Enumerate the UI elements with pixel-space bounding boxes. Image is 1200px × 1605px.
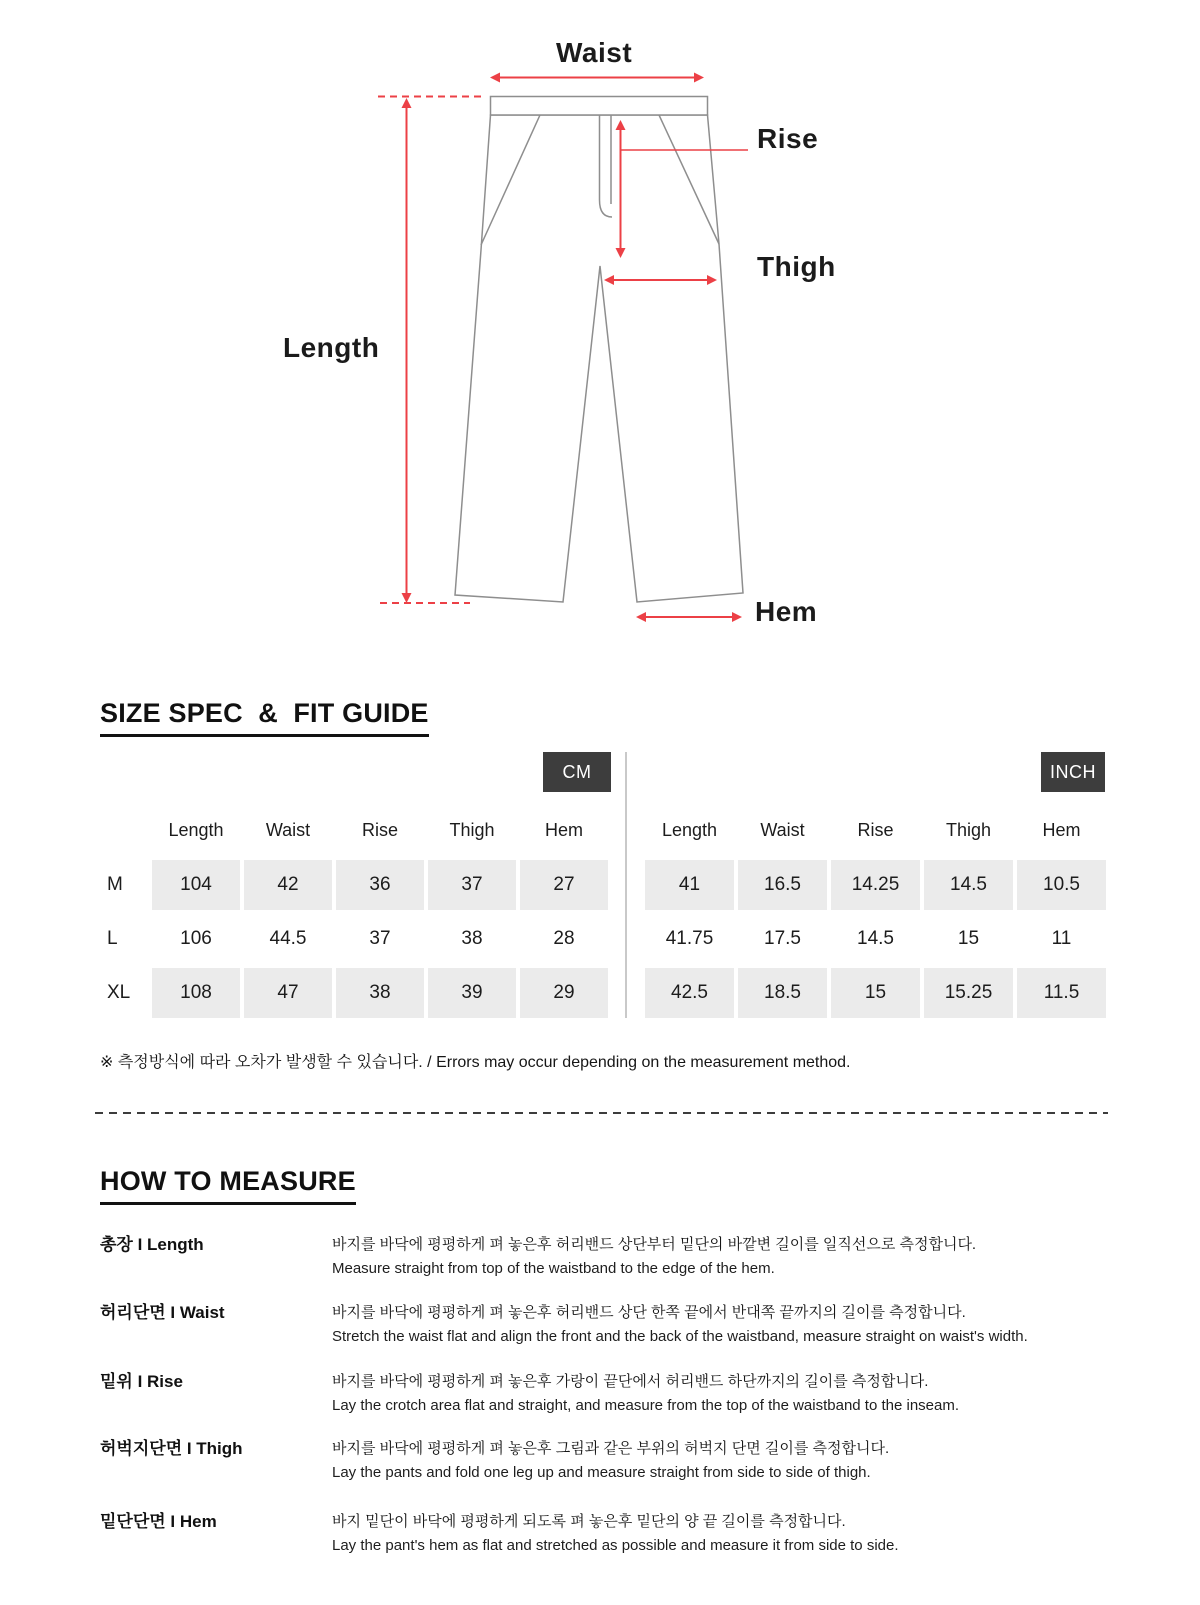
- inch-row-xl: [645, 968, 1106, 1018]
- measure-desc-kr: 바지를 바닥에 평평하게 펴 놓은후 그림과 같은 부위의 허벅지 단면 길이를 측정합니다.: [332, 1440, 890, 1457]
- inch-row-l: [645, 914, 1106, 964]
- measure-desc-en: Stretch the waist flat and align the front and the back of the waistband, measure straight on waist's width.: [332, 1328, 1028, 1345]
- measure-term: 밑위 I Rise: [100, 1372, 183, 1391]
- inch-col-thigh: Thigh: [945, 820, 992, 840]
- cm-l-waist: 44.5: [269, 928, 307, 949]
- cm-row-l: [152, 914, 608, 964]
- measure-description: [332, 1235, 1152, 1279]
- inch-unit-badge: INCH: [1041, 752, 1105, 792]
- cm-l-length: 106: [180, 928, 212, 949]
- measure-description: [332, 1303, 1152, 1347]
- inch-l-rise: 14.5: [857, 928, 894, 949]
- measure-desc-en: Measure straight from top of the waistband to the edge of the hem.: [332, 1260, 775, 1277]
- cm-xl-waist: 47: [244, 968, 332, 1018]
- pants-diagram-svg: [0, 0, 1200, 660]
- cm-m-waist: 42: [244, 860, 332, 910]
- size-spec-title: SIZE SPEC & FIT GUIDE: [100, 698, 429, 737]
- measure-term: 밑단단면 I Hem: [100, 1512, 217, 1531]
- cm-l-rise: 37: [369, 928, 391, 949]
- inch-col-waist: Waist: [760, 820, 805, 840]
- size-label-l: L: [107, 928, 118, 949]
- measure-desc-kr: 바지를 바닥에 평평하게 펴 놓은후 허리밴드 상단부터 밑단의 바깥변 길이를 일직선으로 측정합니다.: [332, 1236, 977, 1253]
- measure-desc-en: Lay the pants and fold one leg up and measure straight from side to side of thigh.: [332, 1464, 871, 1481]
- cm-col-rise: Rise: [361, 820, 398, 840]
- diagram-label-length: Length: [283, 332, 380, 363]
- cm-row-xl: [152, 968, 608, 1018]
- inch-l-waist: 17.5: [764, 928, 801, 949]
- measurement-error-note: ※ 측정방식에 따라 오차가 발생할 수 있습니다. / Errors may occur depending on the measurement method.: [100, 1054, 851, 1071]
- cm-l-thigh: 38: [461, 928, 483, 949]
- cm-col-waist: Waist: [265, 820, 311, 840]
- cm-table-header: [152, 820, 608, 840]
- cm-col-hem: Hem: [544, 820, 583, 840]
- inch-xl-thigh: 15.25: [924, 968, 1013, 1018]
- cm-m-length: 104: [152, 860, 240, 910]
- inch-xl-rise: 15: [831, 968, 920, 1018]
- cm-xl-length: 108: [152, 968, 240, 1018]
- inch-col-hem: Hem: [1042, 820, 1081, 840]
- inch-table-header: [645, 820, 1106, 840]
- measure-desc-en: Lay the pant's hem as flat and stretched as possible and measure it from side to side.: [332, 1537, 899, 1554]
- inch-m-thigh: 14.5: [924, 860, 1013, 910]
- inch-m-length: 41: [645, 860, 734, 910]
- inch-l-length: 41.75: [665, 928, 714, 949]
- measure-term: 총장 I Length: [100, 1235, 204, 1254]
- measure-description: [332, 1512, 1152, 1556]
- measure-term: 허벅지단면 I Thigh: [100, 1439, 243, 1458]
- measure-description: [332, 1439, 1152, 1483]
- inch-row-m: [645, 860, 1106, 910]
- section-dashed-divider: [95, 1112, 1108, 1114]
- inch-xl-hem: 11.5: [1017, 968, 1106, 1018]
- cm-m-hem: 27: [520, 860, 608, 910]
- pants-outline: [455, 97, 743, 603]
- cm-l-hem: 28: [553, 928, 575, 949]
- cm-col-length: Length: [168, 820, 224, 840]
- cm-col-thigh: Thigh: [449, 820, 495, 840]
- diagram-label-hem: Hem: [755, 596, 818, 627]
- inch-xl-waist: 18.5: [738, 968, 827, 1018]
- inch-m-rise: 14.25: [831, 860, 920, 910]
- diagram-label-thigh: Thigh: [757, 251, 836, 282]
- table-vertical-divider: [625, 752, 627, 1018]
- inch-m-waist: 16.5: [738, 860, 827, 910]
- cm-xl-thigh: 39: [428, 968, 516, 1018]
- diagram-label-rise: Rise: [757, 123, 819, 154]
- inch-col-length: Length: [661, 820, 718, 840]
- measure-desc-kr: 바지 밑단이 바닥에 평평하게 되도록 펴 놓은후 밑단의 양 끝 길이를 측정합니다.: [332, 1513, 846, 1530]
- cm-m-rise: 36: [336, 860, 424, 910]
- inch-xl-length: 42.5: [645, 968, 734, 1018]
- measure-desc-kr: 바지를 바닥에 평평하게 펴 놓은후 가랑이 끝단에서 허리밴드 하단까지의 길이를 측정합니다.: [332, 1373, 929, 1390]
- inch-l-hem: 11: [1051, 928, 1072, 949]
- inch-l-thigh: 15: [957, 928, 980, 949]
- cm-xl-hem: 29: [520, 968, 608, 1018]
- measure-description: [332, 1372, 1152, 1416]
- how-to-measure-title: HOW TO MEASURE: [100, 1166, 356, 1205]
- inch-col-rise: Rise: [857, 820, 894, 840]
- cm-row-m: [152, 860, 608, 910]
- cm-unit-badge: CM: [543, 752, 611, 792]
- diagram-label-waist: Waist: [556, 37, 633, 68]
- pants-measurement-diagram: [0, 0, 1200, 660]
- measure-term: 허리단면 I Waist: [100, 1303, 225, 1322]
- size-label-m: M: [107, 874, 123, 895]
- measure-desc-en: Lay the crotch area flat and straight, and measure from the top of the waistband to the inseam.: [332, 1397, 960, 1414]
- inch-m-hem: 10.5: [1017, 860, 1106, 910]
- measure-desc-kr: 바지를 바닥에 평평하게 펴 놓은후 허리밴드 상단 한쪽 끝에서 반대쪽 끝까지의 길이를 측정합니다.: [332, 1304, 966, 1321]
- cm-m-thigh: 37: [428, 860, 516, 910]
- cm-xl-rise: 38: [336, 968, 424, 1018]
- size-label-xl: XL: [107, 982, 131, 1003]
